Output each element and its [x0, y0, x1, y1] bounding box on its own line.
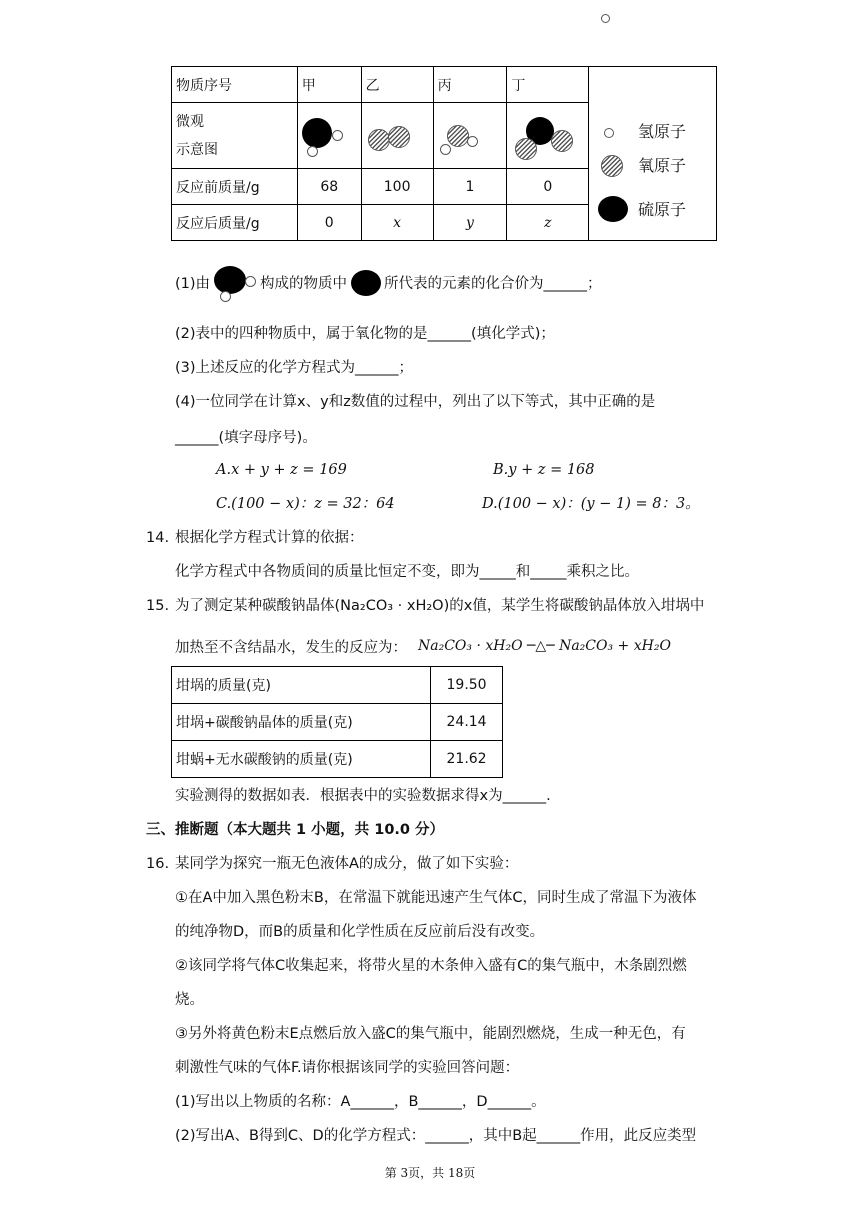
before-bing: 1 — [433, 169, 507, 205]
option-d: D.(100 − x)：(y − 1) = 8：3。 — [482, 496, 700, 512]
legend-hydrogen: 氢原子 — [638, 122, 687, 141]
hydrogen-atom-legend-icon — [601, 14, 610, 23]
row-label: 坩蜗+无水碳酸钠的质量(克) — [172, 741, 431, 778]
q13-part1-b: 构成的物质中 — [260, 276, 347, 292]
before-ding: 0 — [507, 169, 589, 205]
q16-number: 16. — [146, 856, 170, 872]
header-jia: 甲 — [297, 67, 361, 103]
q14-line2: 化学方程式中各物质间的质量比恒定不变，即为_____和_____乘积之比。 — [175, 564, 639, 580]
option-b: B.y + z = 168 — [493, 462, 595, 478]
sulfur-atom-icon — [598, 196, 628, 222]
micro-label: 微观 示意图 — [172, 103, 298, 169]
q15-equation: Na₂CO₃ · xH₂O ─△─ Na₂CO₃ + xH₂O — [418, 638, 671, 654]
option-c: C.(100 − x)：z = 32：64 — [216, 496, 395, 512]
q14-number: 14. — [146, 530, 170, 546]
after-bing: y — [433, 205, 507, 241]
crucible-mass-table — [171, 666, 503, 778]
row-value: 24.14 — [431, 704, 503, 741]
q13-part1-c: 所代表的元素的化合价为______； — [384, 276, 602, 292]
q16-line1: 某同学为探究一瓶无色液体A的成分，做了如下实验： — [175, 856, 519, 872]
after-ding: z — [507, 205, 589, 241]
before-jia: 68 — [297, 169, 361, 205]
q15-number: 15. — [146, 598, 170, 614]
header-substance-no: 物质序号 — [172, 67, 298, 103]
q16-line6: ③另外将黄色粉末E点燃后放入盛C的集气瓶中，能剧烈燃烧，生成一种无色，有 — [175, 1026, 686, 1042]
oxygen-atom-icon — [601, 155, 623, 177]
after-yi: x — [361, 205, 433, 241]
q16-line4: ②该同学将气体C收集起来，将带火星的木条伸入盛有C的集气瓶中，木条剧烈燃 — [175, 958, 687, 974]
header-ding: 丁 — [507, 67, 589, 103]
option-a: A.x + y + z = 169 — [216, 462, 347, 478]
q16-line8: (1)写出以上物质的名称：A______，B______，D______。 — [175, 1094, 546, 1110]
row-value: 21.62 — [431, 741, 503, 778]
section-heading: 三、推断题（本大题共 1 小题，共 10.0 分） — [146, 822, 445, 838]
after-mass-label: 反应后质量/g — [172, 205, 298, 241]
header-bing: 丙 — [433, 67, 507, 103]
sulfur-inline-icon — [351, 270, 381, 296]
header-yi: 乙 — [361, 67, 433, 103]
q16-line2: ①在A中加入黑色粉末B，在常温下就能迅速产生气体C，同时生成了常温下为液体 — [175, 890, 697, 906]
q16-line5: 烧。 — [175, 992, 204, 1008]
row-label: 坩埚的质量(克) — [172, 667, 431, 704]
before-yi: 100 — [361, 169, 433, 205]
q15-line2: 加热至不含结晶水，发生的反应为： — [175, 640, 407, 656]
after-jia: 0 — [297, 205, 361, 241]
hydrogen-atom-icon — [604, 128, 614, 138]
q16-line3: 的纯净物D，而B的质量和化学性质在反应前后没有改变。 — [175, 924, 545, 940]
q15-line3: 实验测得的数据如表．根据表中的实验数据求得x为______. — [175, 788, 551, 804]
page-footer: 第 3页，共 18页 — [384, 1166, 476, 1180]
row-value: 19.50 — [431, 667, 503, 704]
q16-line9: (2)写出A、B得到C、D的化学方程式：______，其中B起______作用，此反应类型 — [175, 1128, 697, 1144]
before-mass-label: 反应前质量/g — [172, 169, 298, 205]
q15-line1: 为了测定某种碳酸钠晶体(Na₂CO₃ · xH₂O)的x值，某学生将碳酸钠晶体放入坩埚中 — [175, 598, 705, 614]
q13-part1-a: (1)由 — [175, 276, 211, 292]
q13-part2: (2)表中的四种物质中，属于氧化物的是______(填化学式)； — [175, 326, 555, 342]
q16-line7: 刺激性气味的气体F.请你根据该同学的实验回答问题： — [175, 1060, 520, 1076]
row-label: 坩埚+碳酸钠晶体的质量(克) — [172, 704, 431, 741]
q14-line1: 根据化学方程式计算的依据： — [175, 530, 364, 546]
legend-sulfur: 硫原子 — [638, 200, 687, 219]
q13-part3: (3)上述反应的化学方程式为______； — [175, 360, 414, 376]
q13-part4-line2: ______(填字母序号)。 — [175, 430, 317, 446]
legend-oxygen: 氧原子 — [638, 156, 687, 175]
q13-part4-line1: (4)一位同学在计算x、y和z数值的过程中，列出了以下等式，其中正确的是 — [175, 394, 656, 410]
